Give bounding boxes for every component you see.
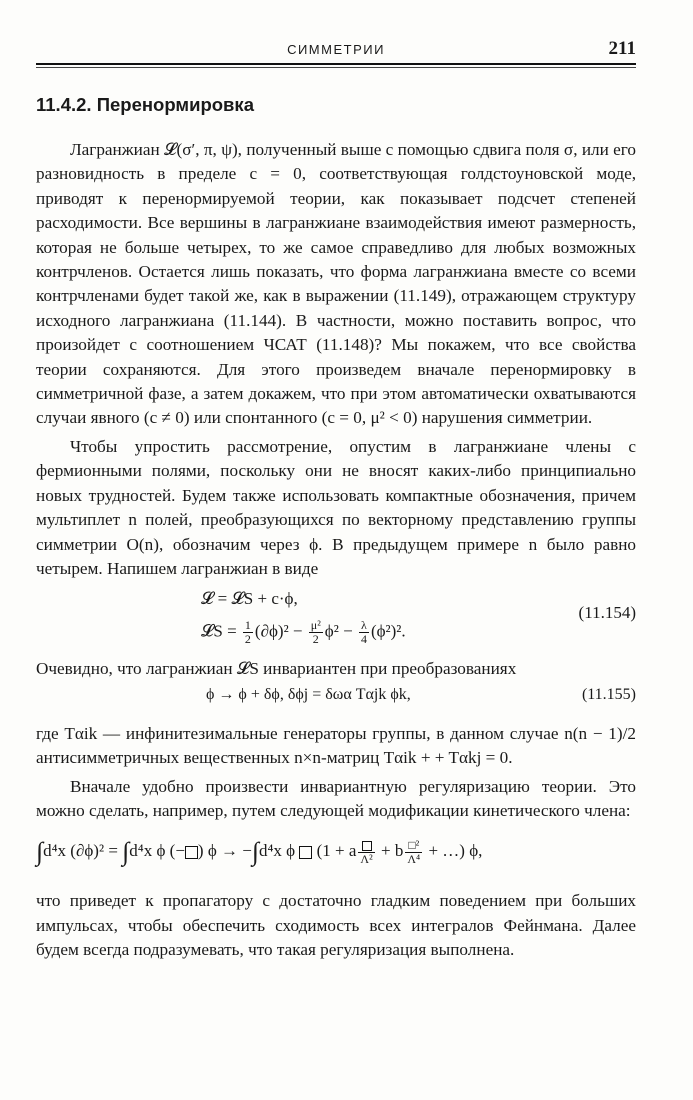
eq154-term-1: (∂ϕ)² − (254, 621, 307, 641)
paragraph-6: что приведет к пропагатору с достаточно гладким поведением при больших импульсах, чтобы обеспечить сходимость всех интегралов Фейнмана. Далее будем всегда подразумевать, что такая регуляризация выполнена. (36, 891, 636, 960)
integral-sign: ∫ (251, 837, 259, 867)
paragraph-4: где Tαik — инфинитезимальные генераторы группы, в данном случае n(n − 1)/2 антисимметричных вещественных n×n-матриц Tαik + + Tαkj = 0. (36, 723, 636, 768)
equation-11-155: ϕ → ϕ + δϕ, δϕj = δωα Tαjk ϕk, (11.155) (206, 685, 636, 703)
fraction-lambda: $\frac{\lambda}{4}$ (360, 618, 367, 647)
integral-sign: ∫ (36, 837, 44, 867)
fraction-mu: $\frac{\text{μ²}}{2}$ (310, 618, 321, 647)
header-rule-thin (36, 67, 636, 68)
fraction-box2-lambda4: $\frac{\text{□²}}{\text{Λ⁴}}$ (407, 837, 421, 866)
eq154-term-3: (ϕ²)². (370, 621, 406, 641)
page (36, 38, 636, 963)
fraction-box-lambda2: Λ² (358, 839, 374, 866)
running-title: СИММЕТРИИ (287, 42, 385, 57)
fraction-half: $\frac{1}{2}$ (244, 618, 251, 647)
paragraph-5: Вначале удобно произвести инвариантную регуляризацию теории. Это можно сделать, например, путем следующей модификации кинетического члена: (36, 776, 636, 820)
header-rule (36, 63, 636, 65)
equation-number-11-154: (11.154) (578, 603, 636, 623)
equation-11-154 (36, 589, 636, 649)
integral-sign: ∫ (122, 837, 130, 867)
page-number: 211 (608, 38, 636, 59)
equation-11-154-line-1: 𝓛 = 𝓛S + c·ϕ, (201, 589, 298, 609)
section-title: 11.4.2. Перенормировка (36, 94, 254, 115)
equation-11-154-line-2 (36, 619, 636, 649)
eq154-lhs: 𝓛S = (201, 621, 241, 641)
equation-regularization: ∫d⁴x (∂ϕ)² = ∫d⁴x ϕ (− ) ϕ → −∫d⁴x ϕ (1 + a Λ² + b $\frac{\text{□²}}{\text{Λ⁴}}$ + …) ϕ, (36, 837, 483, 867)
eq154-term-2: ϕ² − (324, 621, 357, 641)
paragraph-2: Чтобы упростить рассмотрение, опустим в лагранжиане члены с фермионными полями, поскольку они не вносят каких-либо принципиально новых трудностей. Будем также использовать компактные обозначения, причем мультиплет n полей, преобразующихся по векторному представлению группы симметрии O(n), обозначим через ϕ. В предыдущем примере n было равно четырем. Напишем лагранжиан в виде (36, 436, 636, 578)
paragraph-1: Лагранжиан 𝓛(σ′, π, ψ), полученный выше с помощью сдвига поля σ, или его разновидность в пределе c = 0, соответствующая голдстоуновской моде, приводят к перенормируемой теории, как показывает подсчет степеней расходимости. Все вершины в лагранжиане взаимодействия имеют размерность, которая не больше четырех, то же самое справедливо для любых возможных контрчленов. Остается лишь показать, что форма лагранжиана вместе со всеми контрчленами будет такой же, как в выражении (11.149), отражающем структуру исходного лагранжиана (11.144). В частности, можно поставить вопрос, что произойдет с соотношением ЧСАТ (11.148)? Мы покажем, что все свойства теории сохраняются. Для этого произведем вначале перенормировку в симметричной фазе, а затем докажем, что при этом автоматически охватываются случаи явного (c ≠ 0) или спонтанного (c = 0, μ² < 0) нарушения симметрии. (36, 140, 636, 428)
dalembertian-icon (299, 846, 312, 859)
dalembertian-icon (362, 841, 372, 851)
equation-number-11-155: (11.155) (581, 685, 636, 703)
page-header (36, 38, 636, 64)
dalembertian-icon (185, 846, 198, 859)
paragraph-3: Очевидно, что лагранжиан 𝓛S инвариантен при преобразованиях (36, 659, 517, 679)
